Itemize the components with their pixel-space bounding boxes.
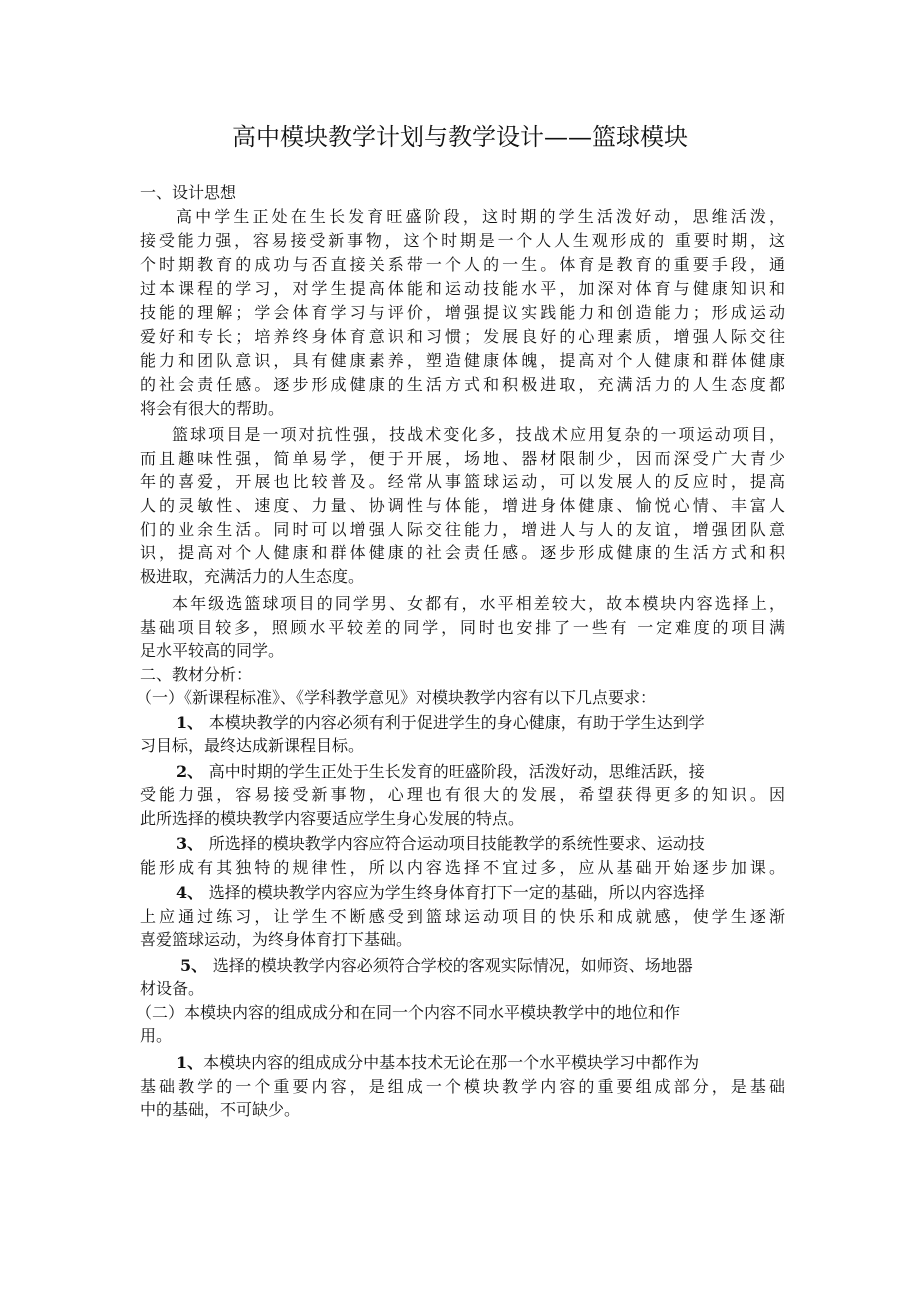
paragraph-line: 而且趣味性强，简单易学，便于开展，场地、器材限制少，因而深受广大青少 <box>140 449 785 468</box>
list-item-line <box>140 713 785 733</box>
list-item-line: 上应通过练习，让学生不断感受到篮球运动项目的快乐和成就感，使学生逐渐 <box>140 907 785 926</box>
subsection-heading: （一）《新课程标准》、《学科教学意见》对模块教学内容有以下几点要求： <box>136 688 657 707</box>
subsection-heading: 用。 <box>140 1026 173 1045</box>
list-text: 所选择的模块教学内容应符合运动项目技能教学的系统性要求、运动技 <box>208 834 705 853</box>
list-item-line: 中的基础，不可缺少。 <box>140 1100 301 1119</box>
subsection-heading: （二）本模块内容的组成成分和在同一个内容不同水平模块教学中的地位和作 <box>136 1003 681 1022</box>
list-number: 2、 <box>176 762 209 781</box>
paragraph-line: 技能的理解；学会体育学习与评价，增强提议实践能力和创造能力；形成运动 <box>140 303 785 322</box>
paragraph-line: 年的喜爱，开展也比较普及。经常从事篮球运动，可以发展人的反应时，提高 <box>140 472 785 491</box>
list-item-line: 习目标，最终达成新课程目标。 <box>140 736 365 755</box>
document-title: 高中模块教学计划与教学设计——篮球模块 <box>232 123 688 151</box>
paragraph-line: 足水平较高的同学。 <box>140 641 285 660</box>
paragraph-line: 接受能力强，容易接受新事物，这个时期是一个人人生观形成的 重要时期，这 <box>140 231 785 250</box>
list-text: 选择的模块教学内容应为学生终身体育打下一定的基础，所以内容选择 <box>208 883 705 902</box>
list-text: 本模块内容的组成成分中基本技术无论在那一个水平模块学习中都作为 <box>203 1053 700 1072</box>
paragraph-line: 的社会责任感。逐步形成健康的生活方式和积极进取，充满活力的人生态度都 <box>140 375 785 394</box>
list-number: 4、 <box>176 883 209 902</box>
paragraph-line: 过本课程的学习，对学生提高体能和运动技能水平，加深对体育与健康知识和 <box>140 279 785 298</box>
list-text: 选择的模块教学内容必须符合学校的客观实际情况，如师资、场地器 <box>212 956 693 975</box>
paragraph-line: 们的业余生活。同时可以增强人际交往能力，增进人与人的友谊，增强团队意 <box>140 520 785 539</box>
paragraph-line: 能力和团队意识，具有健康素养，塑造健康体魄，提高对个人健康和群体健康 <box>140 351 785 370</box>
list-item-line <box>140 956 785 976</box>
list-text: 本模块教学的内容必须有利于促进学生的身心健康，有助于学生达到学 <box>208 713 705 732</box>
list-item-line <box>140 883 785 903</box>
paragraph-line: 爱好和专长；培养终身体育意识和习惯；发展良好的心理素质，增强人际交往 <box>140 327 785 346</box>
paragraph-line: 个时期教育的成功与否直接关系带一个人的一生。体育是教育的重要手段，通 <box>140 255 785 274</box>
list-text: 高中时期的学生正处于生长发育的旺盛阶段，活泼好动，思维活跃，接 <box>208 762 705 781</box>
section-heading: 一、设计思想 <box>140 183 237 202</box>
list-number: 3、 <box>176 834 209 853</box>
list-item-line <box>140 762 785 782</box>
paragraph-line: 篮球项目是一项对抗性强，技战术变化多，技战术应用复杂的一项运动项目， <box>172 425 785 444</box>
paragraph-line: 高中学生正处在生长发育旺盛阶段，这时期的学生活泼好动，思维活泼， <box>176 207 785 226</box>
paragraph-line: 基础项目较多，照顾水平较差的同学，同时也安排了一些有 一定难度的项目满 <box>140 618 785 637</box>
list-item-line: 喜爱篮球运动，为终身体育打下基础。 <box>140 930 413 949</box>
paragraph-line: 极进取，充满活力的人生态度。 <box>140 567 365 586</box>
paragraph-line: 将会有很大的帮助。 <box>140 399 285 418</box>
paragraph-line: 人的灵敏性、速度、力量、协调性与体能，增进身体健康、愉悦心情、丰富人 <box>140 496 785 515</box>
list-number: 5、 <box>180 956 213 975</box>
section-heading: 二、教材分析： <box>140 665 253 684</box>
list-item-line: 能形成有其独特的规律性，所以内容选择不宜过多，应从基础开始逐步加课。 <box>140 858 785 877</box>
list-number: 1、 <box>176 1053 204 1072</box>
list-item-line: 此所选择的模块教学内容要适应学生身心发展的特点。 <box>140 809 525 828</box>
paragraph-line: 识，提高对个人健康和群体健康的社会责任感。逐步形成健康的生活方式和积 <box>140 543 785 562</box>
list-item-line: 基础教学的一个重要内容，是组成一个模块教学内容的重要组成部分，是基础 <box>140 1077 785 1096</box>
list-item-line <box>140 834 785 854</box>
list-item-line <box>140 1053 785 1073</box>
list-item-line: 受能力强，容易接受新事物，心理也有很大的发展，希望获得更多的知识。因 <box>140 785 785 804</box>
list-number: 1、 <box>176 713 209 732</box>
list-item-line: 材设备。 <box>140 979 205 998</box>
paragraph-line: 本年级选篮球项目的同学男、女都有，水平相差较大，故本模块内容选择上， <box>172 594 785 613</box>
